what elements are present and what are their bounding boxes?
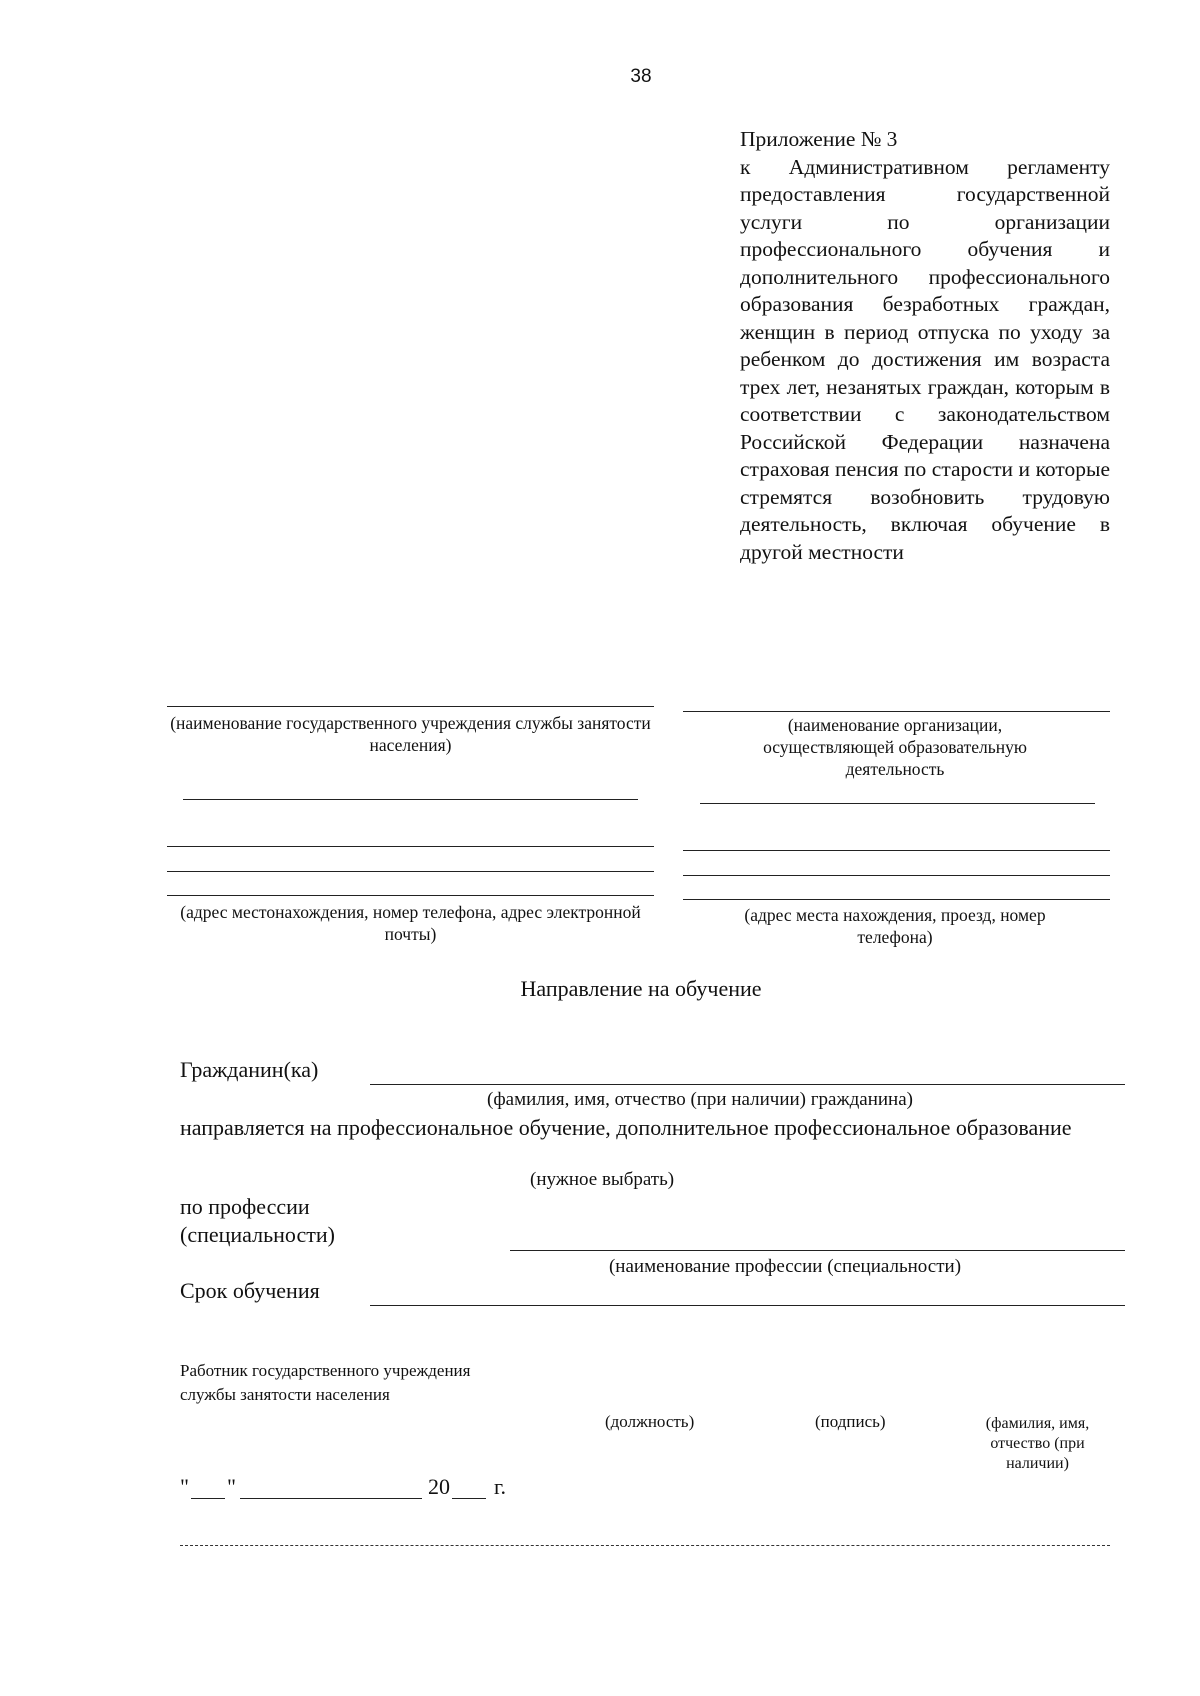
left-address-caption: (адрес местонахождения, номер телефона, адрес электронной почты) (180, 902, 641, 944)
profession-caption: (наименование профессии (специальности) (608, 1256, 962, 1277)
citizen-caption: (фамилия, имя, отчество (при наличии) гражданина) (487, 1089, 913, 1110)
date-day-line (191, 1498, 225, 1499)
appendix-text: к Административном регламенту предоставления государственной услуги по организации профессионального обучения и дополнительного профессионального образования безработных граждан, женщин в период отпуска по уходу за ребенком до достижения им возраста трех лет, незанятых граждан, которым в соответствии с законодательством Российской Федерации назначена страховая пенсия по старости и которые стремятся возобновить трудовую деятельность, включая обучение в другой местности (740, 154, 1110, 564)
date-quote-open: " (180, 1474, 189, 1499)
right-line-3 (683, 850, 1110, 851)
date-month-line (240, 1498, 422, 1499)
choose-caption: (нужное выбрать) (530, 1169, 675, 1190)
worker-line-2: службы занятости населения (180, 1385, 390, 1404)
appendix-block (740, 126, 1110, 566)
date-quote-close: " (227, 1474, 236, 1499)
right-address-caption: (адрес места нахождения, проезд, номер телефона) (744, 905, 1046, 947)
right-line-2 (700, 803, 1095, 804)
appendix-title: Приложение № 3 (740, 127, 898, 151)
signature-caption: (подпись) (815, 1412, 886, 1431)
document-title: Направление на обучение (520, 976, 762, 1001)
date-year-prefix: 20 (428, 1474, 450, 1499)
page-number: 38 (630, 66, 652, 87)
profession-label-2: (специальности) (180, 1222, 335, 1247)
date-year-suffix: г. (494, 1474, 507, 1499)
left-name-line (167, 706, 654, 707)
date-line (180, 1473, 530, 1503)
right-name-caption: (наименование организации, осуществляющей образовательную деятельность (763, 715, 1027, 779)
term-label: Срок обучения (180, 1278, 320, 1303)
directed-text: направляется на профессиональное обучение, дополнительное профессиональное образование (180, 1115, 1072, 1140)
left-name-caption: (наименование государственного учреждения службы занятости населения) (170, 713, 651, 755)
right-address-line (683, 899, 1110, 900)
worker-line-1: Работник государственного учреждения (180, 1361, 471, 1380)
citizen-label: Гражданин(ка) (180, 1057, 319, 1082)
left-line-4 (167, 871, 654, 872)
cut-line (180, 1545, 1110, 1546)
left-line-3 (167, 846, 654, 847)
date-year-line (452, 1498, 486, 1499)
profession-label-1: по профессии (180, 1194, 310, 1219)
name-caption: (фамилия, имя, отчество (при наличии) (985, 1415, 1090, 1472)
right-line-4 (683, 875, 1110, 876)
term-line (370, 1305, 1125, 1306)
profession-line (510, 1250, 1125, 1251)
citizen-line (370, 1084, 1125, 1085)
left-address-line (167, 895, 654, 896)
position-caption: (должность) (605, 1412, 695, 1431)
left-line-2 (183, 799, 638, 800)
right-name-line (683, 711, 1110, 712)
